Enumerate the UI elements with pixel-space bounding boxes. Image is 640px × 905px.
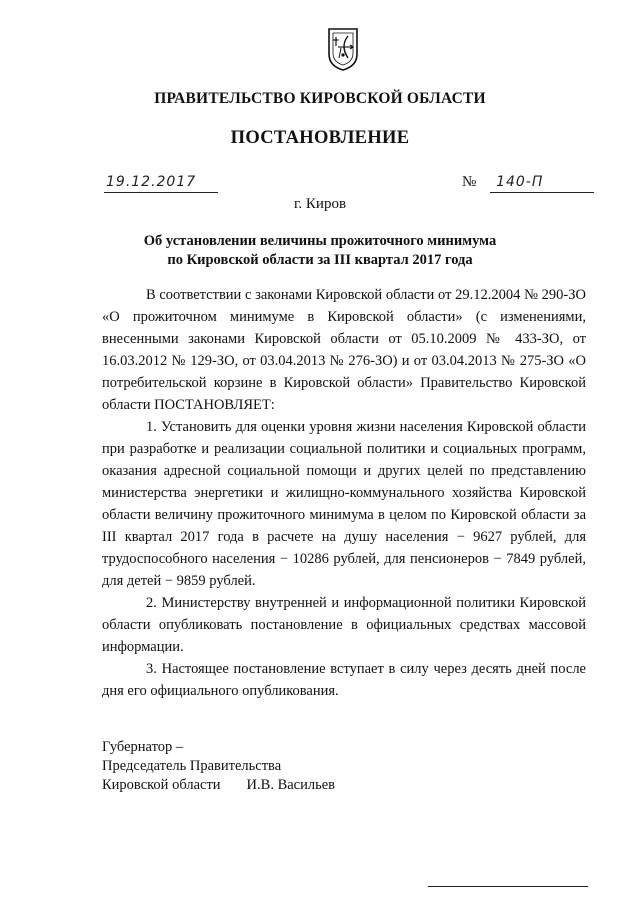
item-1-paragraph: 1. Установить для оценки уровня жизни населения Кировской области при разработке и реализации социальной политики и социальных программ, оказания адресной социальной помощи и других целей по представлению министерства энергетики и жилищно-коммунального хозяйства Кировской области величину прожиточного минимума в целом по Кировской области за III квартал 2017 года в расчете на душу населения − 9627 рублей, для трудоспособного населения − 10286 рублей, для пенсионеров − 7849 рублей, для детей − 9859 рублей. bbox=[102, 419, 586, 589]
item-3-paragraph: 3. Настоящее постановление вступает в силу через десять дней после дня его официального опубликования. bbox=[102, 661, 586, 699]
document-number-block bbox=[462, 172, 594, 192]
document-title bbox=[0, 232, 640, 270]
item-2-paragraph: 2. Министерству внутренней и информационной политики Кировской области опубликовать постановление в официальных средствах массовой информации. bbox=[102, 595, 586, 655]
coat-of-arms-icon bbox=[326, 26, 360, 72]
signature-region: Кировской области bbox=[102, 777, 221, 793]
signature-line-2: Председатель Правительства bbox=[102, 758, 282, 774]
signature-line-3 bbox=[102, 776, 335, 795]
signatory-name: И.В. Васильев bbox=[246, 777, 335, 793]
document-body bbox=[102, 284, 586, 702]
document-date: 19.12.2017 bbox=[104, 172, 218, 193]
signature-line-1: Губернатор – bbox=[102, 739, 184, 755]
city: г. Киров bbox=[293, 196, 347, 212]
title-line-2: по Кировской области за III квартал 2017 года bbox=[167, 252, 473, 268]
preamble-paragraph: В соответствии с законами Кировской области от 29.12.2004 № 290-ЗО «О прожиточном минимуме в Кировской области» (с изменениями, внесенными законами Кировской области от 05.10.2009 № 433-ЗО, от 16.03.2012 № 129-ЗО, от 03.04.2013 № 276-ЗО) и от 03.04.2013 № 275-ЗО «О потребительской корзине в Кировской области» Правительство Кировской области ПОСТАНОВЛЯЕТ: bbox=[102, 287, 586, 413]
signature-block bbox=[102, 738, 335, 795]
title-line-1: Об установлении величины прожиточного минимума bbox=[143, 233, 497, 249]
footer-rule bbox=[428, 886, 588, 887]
document-number: 140-П bbox=[490, 172, 594, 193]
number-label: № bbox=[462, 174, 477, 190]
document-type: ПОСТАНОВЛЕНИЕ bbox=[230, 128, 410, 148]
organization-name: ПРАВИТЕЛЬСТВО КИРОВСКОЙ ОБЛАСТИ bbox=[154, 90, 486, 107]
